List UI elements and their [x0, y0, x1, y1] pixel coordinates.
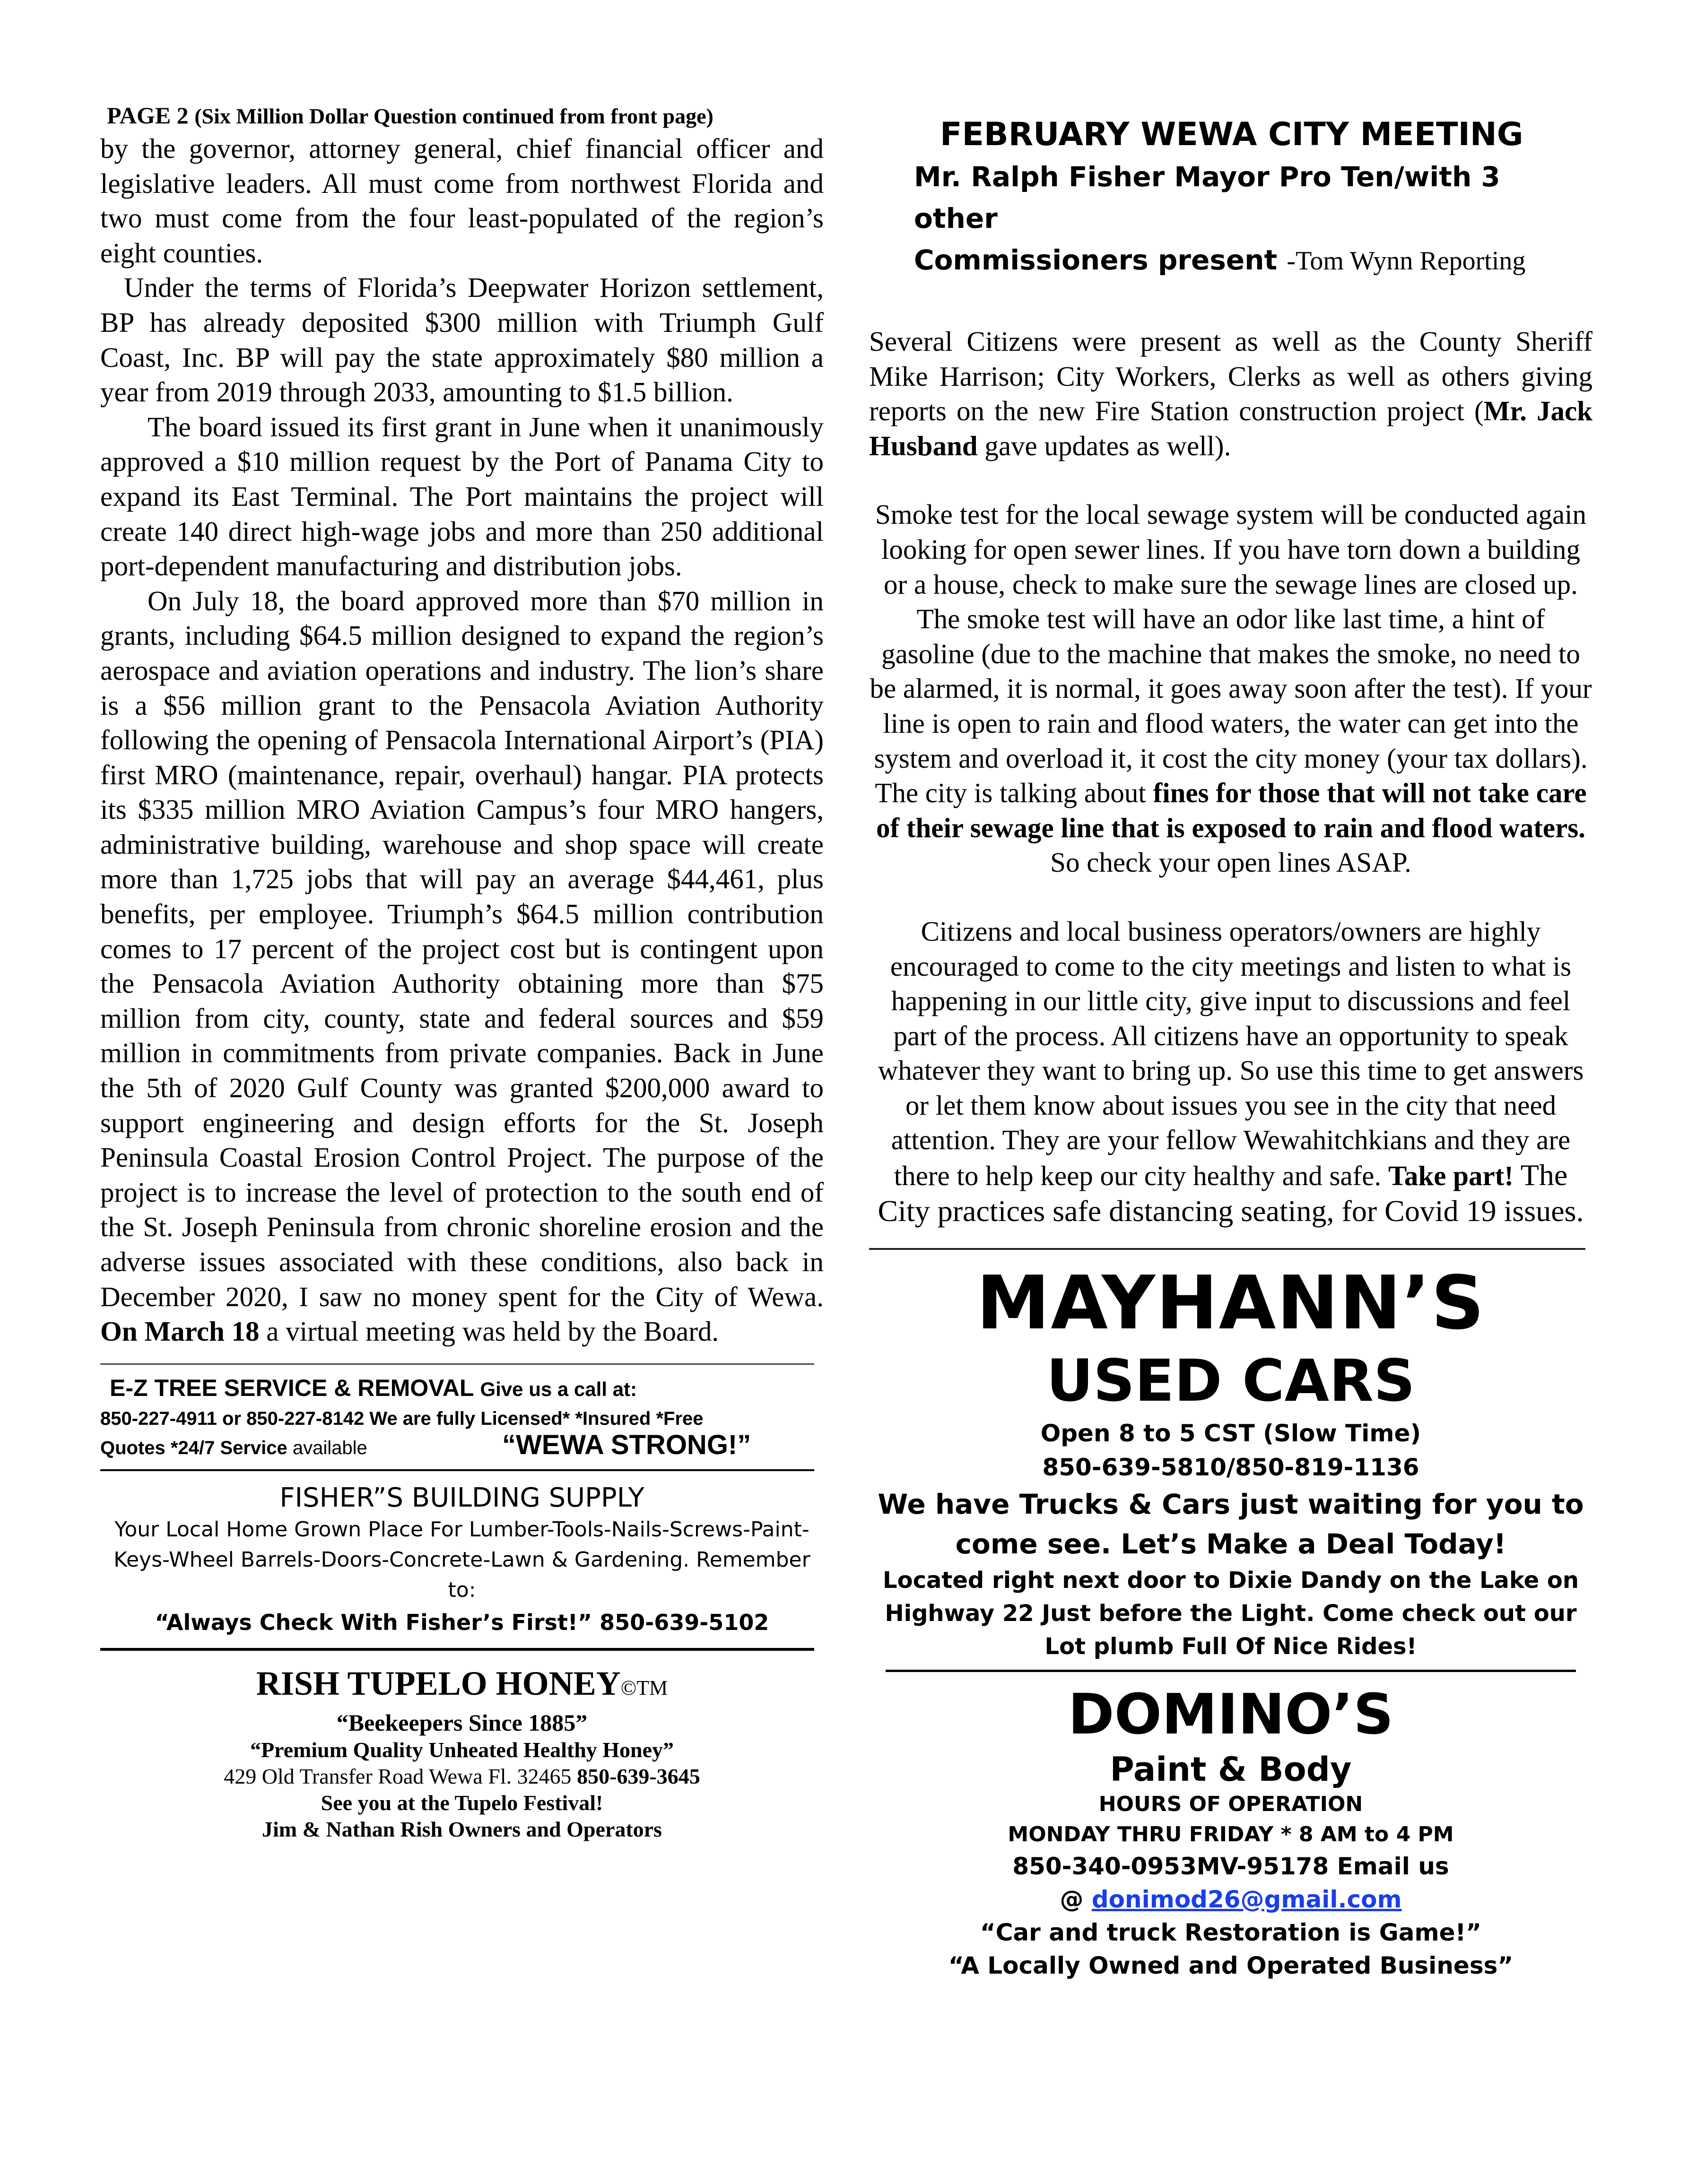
- meeting-text: Smoke test for the local sewage system will be conducted again looking for open sewer lines. If you have torn down a building or a house, check to make sure the sewage lines are closed up. The smoke test will have an odor like last time, a hint of gasoline (due to the machine that makes the smoke, no need to be alarmed, it is normal, it goes away soon after the test). If your line is open to rain and flood waters, the water can get into the system and overload it, it cost the city money (your tax dollars). The city is talking about: [870, 499, 1592, 809]
- fisher-ad-title: FISHER”S BUILDING SUPPLY: [279, 1482, 644, 1513]
- honey-ad-since: “Beekeepers Since 1885”: [336, 1709, 588, 1736]
- ez-ad-name: E-Z TREE SERVICE & REMOVAL: [110, 1374, 474, 1401]
- honey-ad-phone: 850-639-3645: [577, 1764, 700, 1788]
- meeting-bold-cta: Take part!: [1388, 1160, 1514, 1192]
- mayhann-ad-hours: Open 8 to 5 CST (Slow Time): [1040, 1420, 1421, 1447]
- email-link[interactable]: donimod26@gmail.com: [1091, 1886, 1402, 1914]
- ez-ad-quotes: Quotes *24/7 Service: [100, 1437, 287, 1458]
- meeting-subtitle-line1: Mr. Ralph Fisher Mayor Pro Ten/with 3 other: [914, 161, 1500, 234]
- article-paragraph: by the governor, attorney general, chief financial officer and legislative leaders. All must come from northwest Florida and two must come from the four least-populated of the region’s eight counties.: [100, 133, 824, 269]
- ez-ad-available: available: [292, 1437, 367, 1458]
- mayhann-ad-name: MAYHANN’S: [976, 1260, 1486, 1346]
- article-paragraph: [100, 584, 824, 1349]
- mayhann-ad-pitch: We have Trucks & Cars just waiting for you to come see. Let’s Make a Deal Today!: [878, 1488, 1584, 1560]
- meeting-text: Several Citizens were present as well as the County Sheriff Mike Harrison; City Workers, Clerks as well as others giving reports on the new Fire Station construction project (: [869, 326, 1592, 427]
- meeting-reporter: -Tom Wynn Reporting: [1287, 246, 1526, 276]
- divider: [100, 1648, 814, 1651]
- ez-ad-call: Give us a call at:: [480, 1378, 637, 1400]
- dominos-ad-hours-title: HOURS OF OPERATION: [1098, 1792, 1363, 1817]
- honey-ad-address: 429 Old Transfer Road Wewa Fl. 32465: [224, 1764, 572, 1788]
- meeting-bold-warning: fines for those that will not take care of their sewage line that is exposed to rain and flood waters.: [876, 777, 1587, 843]
- mayhann-ad-phones: 850-639-5810/850-819-1136: [1042, 1454, 1419, 1482]
- honey-ad-owners: Jim & Nathan Rish Owners and Operators: [262, 1817, 662, 1841]
- dominos-ad-email-line: [869, 1883, 1592, 1916]
- honey-ad-festival: See you at the Tupelo Festival!: [321, 1790, 603, 1815]
- honey-ad-title: RISH TUPELO HONEY: [256, 1664, 621, 1702]
- meeting-paragraph: [869, 324, 1592, 463]
- mayhann-ad: [869, 1260, 1592, 1663]
- divider: [869, 1248, 1585, 1250]
- page-header: [107, 100, 824, 131]
- trademark-mark: ©TM: [620, 1676, 668, 1699]
- article-bold-date: On March 18: [100, 1316, 260, 1347]
- ez-ad-phones: 850-227-4911 or 850-227-8142 We are fully Licensed* *Insured *Free: [100, 1408, 704, 1429]
- divider: [100, 1363, 814, 1365]
- meeting-text-end: The City practices safe distancing seating, for Covid 19 issues.: [878, 1158, 1584, 1228]
- mayhann-ad-location: Located right next door to Dixie Dandy on the Lake on Highway 22 Just before the Light. Come check out our Lot plumb Full Of Nice Rides!: [883, 1567, 1579, 1660]
- meeting-text-end: gave updates as well).: [984, 430, 1231, 461]
- dominos-ad-contact: 850-340-0953MV-95178 Email us: [1012, 1853, 1449, 1881]
- article-paragraph: Under the terms of Florida’s Deepwater Horizon settlement, BP has already deposited $300 million with Triumph Gulf Coast, Inc. BP will pay the state approximately $80 million a year from 2019 through 2033, amounting to $1.5 billion.: [100, 272, 824, 408]
- meeting-subtitle-line2: Commissioners present: [914, 244, 1278, 276]
- article-paragraph: The board issued its first grant in June when it unanimously approved a $10 million request by the Port of Panama City to expand its East Terminal. The Port maintains the project will create 140 direct high-wage jobs and more than 250 additional port-dependent manufacturing and distribution jobs.: [100, 411, 824, 582]
- left-column: [100, 100, 824, 1843]
- meeting-paragraph: [869, 497, 1592, 880]
- honey-ad-quote: “Premium Quality Unheated Healthy Honey”: [250, 1737, 674, 1762]
- dominos-ad-tagline: “A Locally Owned and Operated Business”: [948, 1952, 1514, 1980]
- divider: [100, 1469, 814, 1471]
- divider: [886, 1670, 1576, 1672]
- right-column: [869, 113, 1592, 1982]
- meeting-bold-name: Mr. Jack Husband: [869, 395, 1592, 461]
- fisher-ad-tagline: “Always Check With Fisher’s First!” 850-639-5102: [155, 1609, 769, 1635]
- continuation-note: (Six Million Dollar Question continued from front page): [194, 104, 713, 128]
- meeting-title: FEBRUARY WEWA CITY MEETING: [940, 116, 1523, 153]
- meeting-paragraph: [869, 914, 1592, 1229]
- fisher-ad: [100, 1482, 824, 1638]
- dominos-ad-hours: MONDAY THRU FRIDAY * 8 AM to 4 PM: [1008, 1822, 1454, 1847]
- ez-tree-ad: [100, 1373, 824, 1463]
- article-text: On July 18, the board approved more than $70 million in grants, including $64.5 million designed to expand the region’s aerospace and aviation operations and industry. The lion’s share is a $56 million grant to the Pensacola Aviation Authority following the opening of Pensacola International Airport’s (PIA) first MRO (maintenance, repair, overhaul) hangar. PIA protects its $335 million MRO Aviation Campus’s four MRO hangers, administrative building, warehouse and shop space will create more than 1,725 jobs that will pay an average $44,461, plus benefits, per employee. Triumph’s $64.5 million contribution comes to 17 percent of the project cost but is contingent upon the Pensacola Aviation Authority obtaining more than $75 million from city, county, state and federal sources and $59 million in commitments from private companies. Back in June the 5th of 2020 Gulf County was granted $200,000 award to support engineering and design efforts for the St. Joseph Peninsula Coastal Erosion Control Project. The purpose of the project is to increase the level of protection to the south end of the St. Joseph Peninsula from chronic shoreline erosion and the adverse issues associated with these conditions, also back in December 2020, I saw no money spent for the City of Wewa.: [100, 585, 824, 1312]
- dominos-ad-name: DOMINO’S: [1068, 1681, 1394, 1747]
- page-number: PAGE 2: [107, 102, 189, 129]
- meeting-text: Citizens and local business operators/owners are highly encouraged to come to the city meetings and listen to what is happening in our little city, give input to discussions and feel part of the process. All citizens have an opportunity to speak whatever they want to bring up. So use this time to get answers or let them know about issues you see in the city that need attention. They are your fellow Wewahitchkians and they are there to help keep our city healthy and safe.: [878, 915, 1584, 1192]
- email-at-sign: @: [1060, 1886, 1084, 1914]
- dominos-ad: [869, 1679, 1592, 1982]
- ez-ad-slogan: “WEWA STRONG!”: [502, 1429, 751, 1460]
- dominos-ad-tagline: “Car and truck Restoration is Game!”: [980, 1919, 1482, 1947]
- honey-ad: [100, 1663, 824, 1843]
- fisher-ad-body: Your Local Home Grown Place For Lumber-Tools-Nails-Screws-Paint-Keys-Wheel Barrels-Doors-Concrete-Lawn & Gardening. Remember to:: [113, 1517, 810, 1602]
- mayhann-ad-subtitle: USED CARS: [1046, 1347, 1415, 1415]
- meeting-subtitle: [869, 156, 1592, 282]
- article-text-end: a virtual meeting was held by the Board.: [266, 1316, 719, 1347]
- meeting-text-end: So check your open lines ASAP.: [1050, 847, 1411, 878]
- dominos-ad-subtitle: Paint & Body: [1110, 1750, 1352, 1789]
